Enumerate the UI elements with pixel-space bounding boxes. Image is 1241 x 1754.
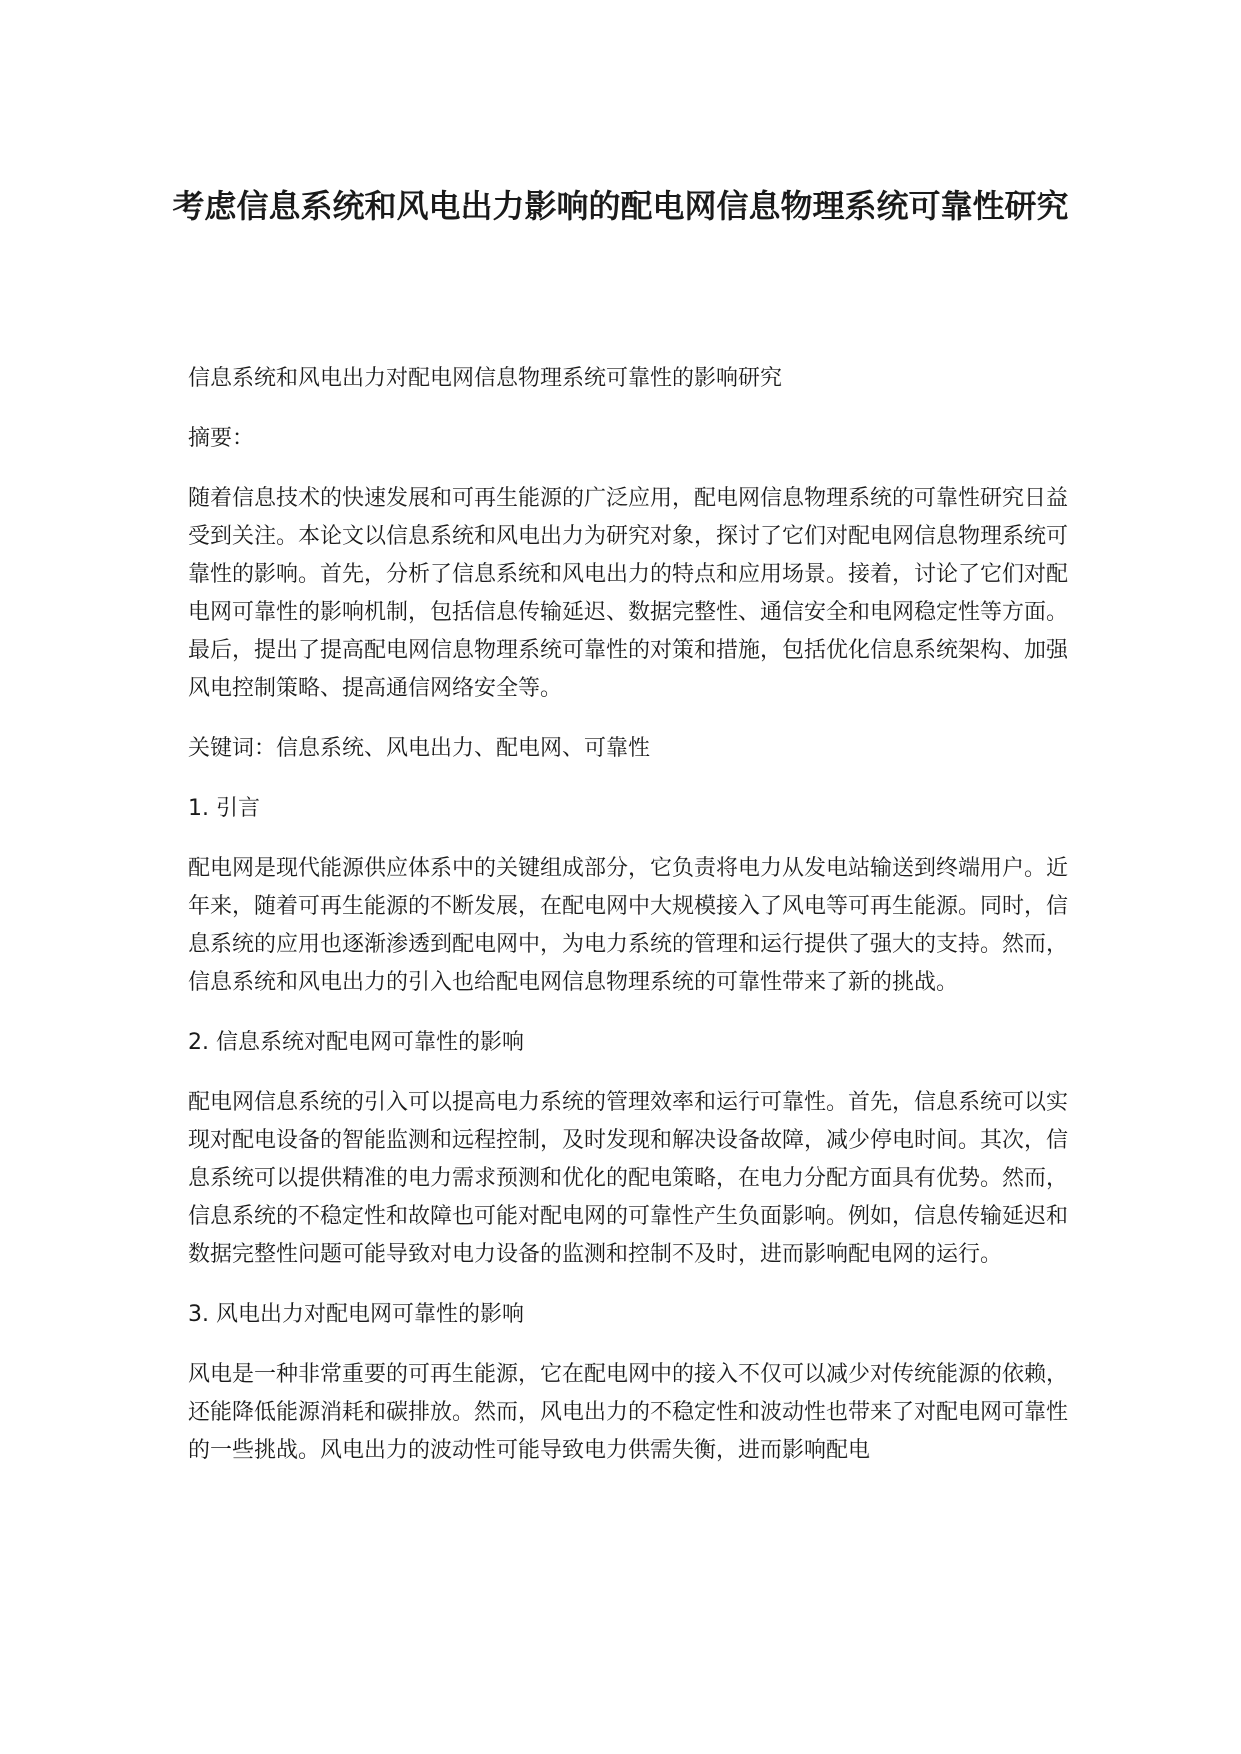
section-body-information-system: 配电网信息系统的引入可以提高电力系统的管理效率和运行可靠性。首先，信息系统可以实现对配电设备的智能监测和远程控制，及时发现和解决设备故障，减少停电时间。其次，信息系统可以提供精准的电力需求预测和优化的配电策略，在电力分配方面具有优势。然而，信息系统的不稳定性和故障也可能对配电网的可靠性产生负面影响。例如，信息传输延迟和数据完整性问题可能导致对电力设备的监测和控制不及时，进而影响配电网的运行。 [188,1090,1069,1267]
document-content [188,360,1068,1492]
document-title: 考虑信息系统和风电出力影响的配电网信息物理系统可靠性研究 [172,187,1069,225]
section-body-introduction: 配电网是现代能源供应体系中的关键组成部分，它负责将电力从发电站输送到终端用户。近年来，随着可再生能源的不断发展，在配电网中大规模接入了风电等可再生能源。同时，信息系统的应用也逐渐渗透到配电网中，为电力系统的管理和运行提供了强大的支持。然而，信息系统和风电出力的引入也给配电网信息物理系统的可靠性带来了新的挑战。 [188,856,1069,995]
section-heading-wind-power: 3. 风电出力对配电网可靠性的影响 [188,1302,524,1327]
keywords-line: 关键词：信息系统、风电出力、配电网、可靠性 [188,736,651,761]
abstract-paragraph: 随着信息技术的快速发展和可再生能源的广泛应用，配电网信息物理系统的可靠性研究日益受到关注。本论文以信息系统和风电出力为研究对象，探讨了它们对配电网信息物理系统可靠性的影响。首先，分析了信息系统和风电出力的特点和应用场景。接着，讨论了它们对配电网可靠性的影响机制，包括信息传输延迟、数据完整性、通信安全和电网稳定性等方面。最后，提出了提高配电网信息物理系统可靠性的对策和措施，包括优化信息系统架构、加强风电控制策略、提高通信网络安全等。 [188,486,1069,701]
section-heading-information-system: 2. 信息系统对配电网可靠性的影响 [188,1030,524,1055]
section-heading-introduction: 1. 引言 [188,796,260,821]
section-body-wind-power: 风电是一种非常重要的可再生能源，它在配电网中的接入不仅可以减少对传统能源的依赖，还能降低能源消耗和碳排放。然而，风电出力的不稳定性和波动性也带来了对配电网可靠性的一些挑战。风电出力的波动性可能导致电力供需失衡，进而影响配电 [188,1362,1069,1463]
abstract-label: 摘要： [188,426,255,451]
subtitle: 信息系统和风电出力对配电网信息物理系统可靠性的影响研究 [188,366,783,391]
